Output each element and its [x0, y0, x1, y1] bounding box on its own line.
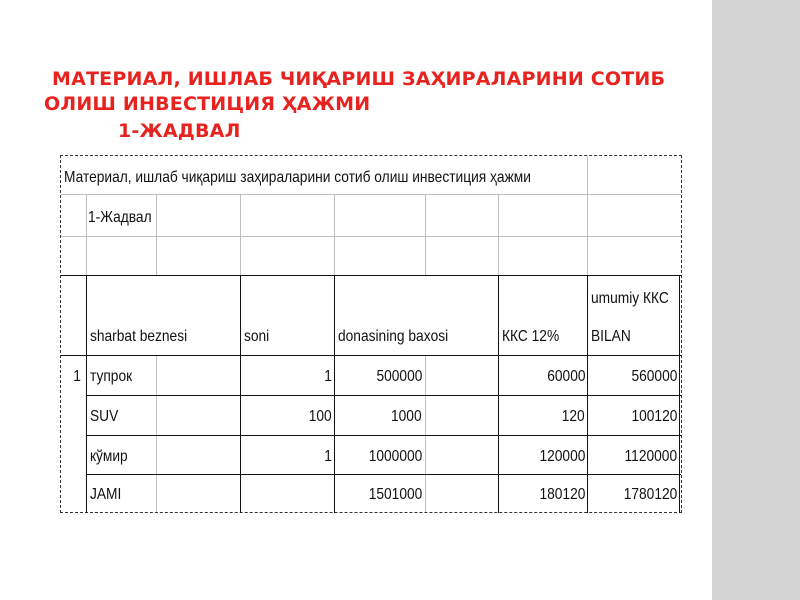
gridline	[425, 194, 426, 276]
cell-total: 100120	[631, 408, 677, 425]
table-border	[61, 355, 681, 356]
header-qty: soni	[244, 328, 270, 345]
cell-price: 500000	[376, 368, 422, 385]
table-border	[334, 275, 335, 513]
table-border	[86, 275, 87, 513]
cell-vat: 120000	[539, 448, 585, 465]
spreadsheet-table	[60, 155, 682, 513]
table-border	[86, 474, 681, 475]
cell-vat: 120	[562, 408, 585, 425]
table-border	[86, 435, 681, 436]
gridline	[425, 355, 426, 512]
gridline	[156, 355, 157, 512]
cell-qty: 1	[324, 368, 332, 385]
header-name: sharbat beznesi	[90, 328, 188, 345]
header-vat: ККС 12%	[502, 328, 560, 345]
table-caption: Материал, ишлаб чиқариш заҳираларини сотиб олиш инвестиция ҳажми	[64, 169, 531, 186]
cell-name: SUV	[90, 408, 119, 425]
header-total-line-2: BILAN	[591, 328, 631, 345]
table-border	[498, 275, 499, 513]
header-price: donasining baxosi	[338, 328, 449, 345]
gridline	[587, 156, 588, 276]
row-index: 1	[73, 368, 81, 385]
cell-total: 560000	[631, 368, 677, 385]
cell-vat: 180120	[539, 486, 585, 503]
slide-title-line-2: ОЛИШ ИНВЕСТИЦИЯ ҲАЖМИ	[44, 93, 371, 115]
cell-price: 1000000	[368, 448, 422, 465]
gridline	[61, 236, 681, 237]
gridline	[86, 194, 87, 276]
table-subcaption: 1-Жадвал	[88, 209, 152, 226]
table-border	[61, 275, 681, 276]
cell-name: тупрок	[90, 368, 133, 385]
table-border	[240, 275, 241, 513]
cell-qty: 100	[309, 408, 332, 425]
cell-price: 1501000	[368, 486, 422, 503]
header-total-line-1: umumiy ККС	[591, 290, 669, 307]
cell-name: кўмир	[90, 448, 128, 465]
table-border	[679, 275, 680, 513]
cell-name: JAMI	[90, 486, 122, 503]
gridline	[240, 194, 241, 276]
gridline	[334, 194, 335, 276]
gridline	[156, 194, 157, 276]
table-border	[86, 395, 681, 396]
cell-price: 1000	[391, 408, 422, 425]
slide-title-line-3: 1-ЖАДВАЛ	[118, 120, 241, 142]
gridline	[61, 194, 681, 195]
slide-title-line-1: МАТЕРИАЛ, ИШЛАБ ЧИҚАРИШ ЗАҲИРАЛАРИНИ СОТИБ	[52, 68, 666, 90]
gridline	[498, 194, 499, 276]
side-panel	[712, 0, 800, 600]
cell-total: 1120000	[624, 448, 677, 465]
cell-vat: 60000	[546, 368, 585, 385]
table-border	[587, 275, 588, 513]
cell-total: 1780120	[623, 486, 677, 503]
cell-qty: 1	[324, 448, 332, 465]
